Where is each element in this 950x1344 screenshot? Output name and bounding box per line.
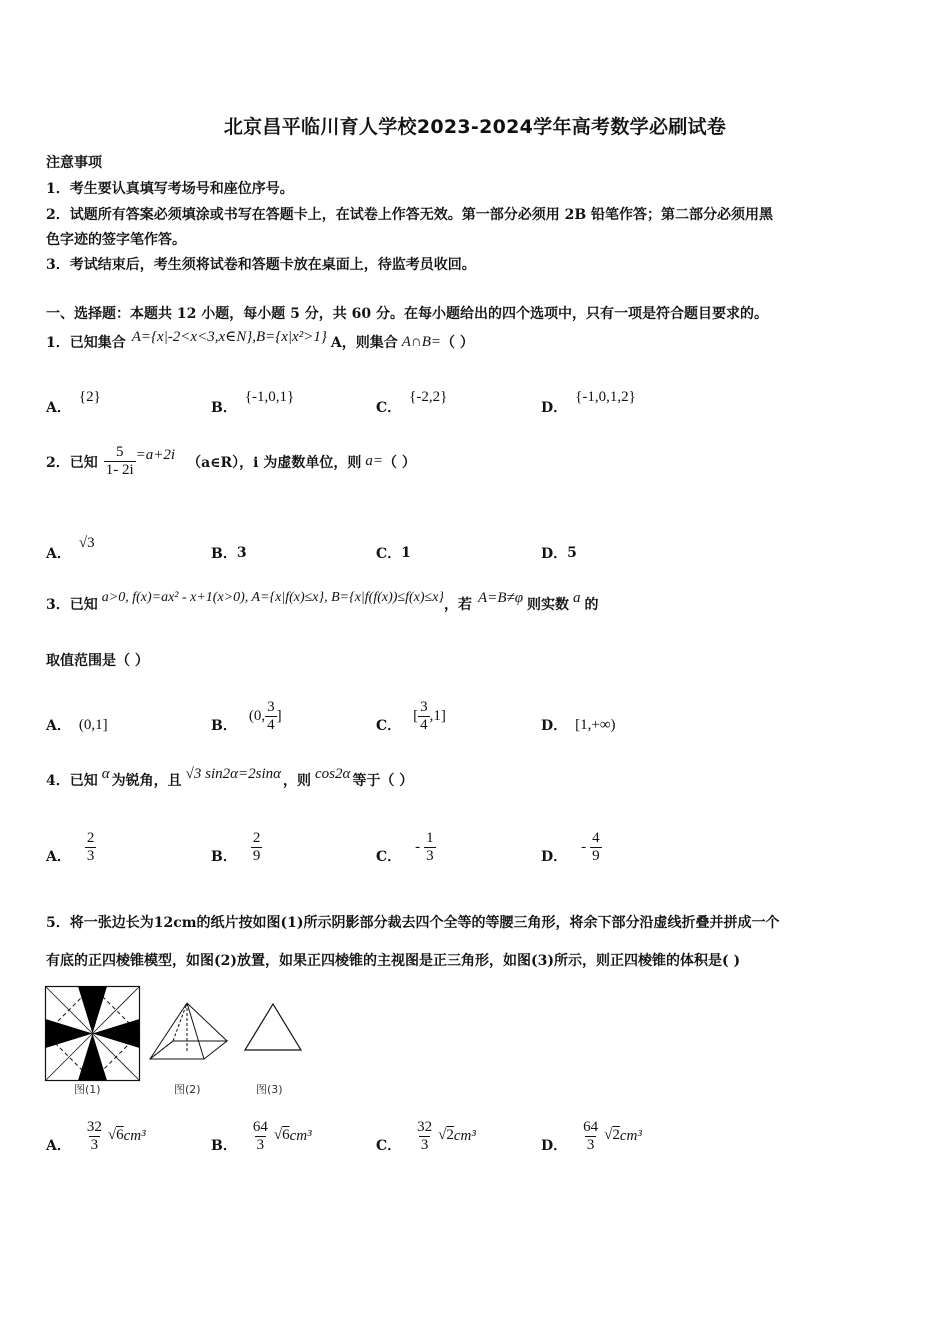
q5-option-c[interactable] xyxy=(376,1117,476,1155)
option-label: C． xyxy=(376,546,402,562)
option-fraction: $\frac{2}{9}$ xyxy=(252,829,261,864)
option-label: C． xyxy=(376,849,402,865)
option-label: B． xyxy=(211,400,237,416)
q1-option-a[interactable] xyxy=(46,385,101,417)
option-label: A． xyxy=(46,546,71,562)
q2-formula: a= xyxy=(365,453,383,469)
q5-line2: 有底的正四棱锥模型，如图(2)放置，如果正四棱锥的主视图是正三角形，如图(3)所示，则正四棱锥的体积是( ) xyxy=(46,953,741,969)
notice-item-2: 2．试题所有答案必须填涂或书写在答题卡上，在试卷上作答无效。第一部分必须用 2B 铅笔作答；第二部分必须用黑 xyxy=(46,207,774,223)
option-fraction: $\frac{64}{3}$ xyxy=(583,1118,599,1153)
option-label: B． xyxy=(211,1138,237,1154)
q3-var: a xyxy=(573,589,581,606)
option-value: {-1,0,1} xyxy=(244,388,295,405)
q2-text: i 为虚数单位，则 xyxy=(253,454,362,471)
q1-option-b[interactable] xyxy=(211,385,294,417)
notice-item-1: 1．考生要认真填写考场号和座位序号。 xyxy=(46,181,294,197)
option-label: B． xyxy=(211,849,237,865)
q2-option-d[interactable] xyxy=(541,531,577,563)
option-label: C． xyxy=(376,718,402,734)
q2-option-b[interactable] xyxy=(211,531,247,563)
q1-paren: （ ） xyxy=(440,335,474,351)
q3-mid: ，若 xyxy=(444,597,473,613)
option-unit: cm³ xyxy=(453,1127,476,1144)
option-value: 5 xyxy=(567,545,577,561)
option-label: B． xyxy=(211,718,237,734)
q1-option-c[interactable] xyxy=(376,385,447,417)
question-3 xyxy=(46,589,599,614)
fraction: $\frac{3}{4}$ xyxy=(420,698,428,733)
q4-option-b[interactable] xyxy=(211,828,262,866)
option-sign: - xyxy=(415,838,421,855)
q1-formula2: A∩B= xyxy=(401,333,441,350)
q3-option-b[interactable] xyxy=(211,697,282,735)
q5-option-a[interactable] xyxy=(46,1117,146,1155)
option-label: A． xyxy=(46,1138,71,1154)
question-1 xyxy=(46,328,474,352)
notice-item-2-cont: 色字迹的签字笔作答。 xyxy=(46,232,186,248)
question-2 xyxy=(46,444,416,479)
q5-option-d[interactable] xyxy=(541,1117,642,1155)
option-label: D． xyxy=(541,849,568,865)
q3-option-d[interactable] xyxy=(541,697,616,735)
q1-formula: A={x|-2<x<3,x∈N},B={x|x²>1} xyxy=(131,328,327,345)
option-radical: √6 xyxy=(107,1126,124,1143)
option-label: D． xyxy=(541,1138,568,1154)
page-title: 北京昌平临川育人学校2023-2024学年高考数学必刷试卷 xyxy=(223,116,727,138)
option-value: √3 xyxy=(78,534,95,551)
option-label: D． xyxy=(541,546,568,562)
option-value: 1 xyxy=(401,545,411,561)
option-value: (0,1] xyxy=(78,716,108,733)
q2-cond: （a∈R）， xyxy=(187,454,254,471)
option-fraction: $\frac{4}{9}$ xyxy=(592,829,600,864)
q4-mid2: ，则 xyxy=(283,773,311,789)
option-label: C． xyxy=(376,1138,402,1154)
section-heading: 一、选择题：本题共 12 小题，每小题 5 分，共 60 分。在每小题给出的四个选项中，只有一项是符合题目要求的。 xyxy=(46,306,768,322)
q4-prefix: 4．已知 xyxy=(46,773,98,789)
option-fraction: $\frac{1}{3}$ xyxy=(426,829,434,864)
figure-1-label: 图(1) xyxy=(74,1083,101,1096)
fraction-denominator: 1- 2i xyxy=(105,462,134,478)
q3-tail2: 的 xyxy=(584,597,599,613)
option-fraction: $\frac{32}{3}$ xyxy=(86,1118,102,1153)
option-radical: √2 xyxy=(438,1126,454,1143)
fraction: $\frac{3}{4}$ xyxy=(267,698,275,733)
question-4 xyxy=(46,765,414,790)
option-unit: cm³ xyxy=(619,1127,642,1144)
q4-mid: 为锐角，且 xyxy=(111,773,182,789)
q2-option-c[interactable] xyxy=(376,531,411,563)
q5-figures xyxy=(44,985,306,1100)
q1-suffix: A，则集合 xyxy=(330,335,398,351)
option-value: {-1,0,1,2} xyxy=(575,388,636,405)
q3-formula2: A=B≠φ xyxy=(478,589,524,606)
q2-prefix: 2．已知 xyxy=(46,454,98,471)
option-label: D． xyxy=(541,718,568,734)
q5-option-b[interactable] xyxy=(211,1117,312,1155)
option-label: C． xyxy=(376,400,402,416)
notice-heading: 注意事项 xyxy=(46,155,102,171)
q4-formula: √3 sin2α=2sinα xyxy=(185,765,281,782)
notice-item-3: 3．考试结束后，考生须将试卷和答题卡放在桌面上，待监考员收回。 xyxy=(46,257,476,273)
option-value: {-2,2} xyxy=(409,388,448,405)
option-fraction: $\frac{2}{3}$ xyxy=(86,829,95,864)
option-unit: cm³ xyxy=(289,1127,312,1144)
option-fraction: $\frac{64}{3}$ xyxy=(252,1118,268,1153)
q4-option-c[interactable] xyxy=(376,828,436,866)
option-label: A． xyxy=(46,400,71,416)
q3-option-a[interactable] xyxy=(46,697,108,735)
option-unit: cm³ xyxy=(123,1127,146,1144)
option-label: D． xyxy=(541,400,568,416)
option-label: A． xyxy=(46,718,71,734)
q3-prefix: 3．已知 xyxy=(46,597,98,613)
q4-formula2: cos2α xyxy=(315,765,351,782)
option-value: [1,+∞) xyxy=(575,716,616,733)
q3-formula: a>0, f(x)=ax² - x+1(x>0), A={x|f(x)≤x}, B={x|f(f(x))≤f(x)≤x} xyxy=(101,590,445,605)
q2-fraction xyxy=(104,444,136,479)
q4-option-a[interactable] xyxy=(46,828,96,866)
fraction-numerator: 5 xyxy=(115,444,124,460)
figure-2-label: 图(2) xyxy=(174,1083,201,1096)
q3-option-c[interactable] xyxy=(376,697,446,735)
option-label: A． xyxy=(46,849,71,865)
q3-tail: 则实数 xyxy=(527,597,570,613)
q1-prefix: 1．已知集合 xyxy=(46,335,126,351)
q2-option-a[interactable] xyxy=(46,531,95,563)
q5-line1: 5．将一张边长为12cm的纸片按如图(1)所示阴影部分裁去四个全等的等腰三角形，将余下部分沿虚线折叠并拼成一个 xyxy=(46,915,780,931)
option-value: [ $\frac{3}{4}$ ,1] xyxy=(413,698,446,733)
option-value: {2} xyxy=(78,388,101,405)
figure-2 xyxy=(150,1003,227,1059)
q3-line2: 取值范围是（ ） xyxy=(46,653,149,669)
figure-3 xyxy=(245,1004,301,1050)
figure-3-label: 图(3) xyxy=(256,1083,283,1096)
q4-option-d[interactable] xyxy=(541,828,602,866)
q2-paren: （ ） xyxy=(383,454,416,471)
figure-1 xyxy=(46,987,140,1081)
option-value: 3 xyxy=(236,545,247,561)
q1-option-d[interactable] xyxy=(541,385,636,417)
q2-rhs: =a+2i xyxy=(135,447,176,463)
option-radical: √2 xyxy=(604,1126,620,1143)
q4-var: α xyxy=(101,765,110,782)
option-fraction: $\frac{32}{3}$ xyxy=(417,1118,433,1153)
option-value: (0, $\frac{3}{4}$ ] xyxy=(248,698,282,733)
option-radical: √6 xyxy=(273,1126,290,1143)
option-label: B． xyxy=(211,546,237,562)
q4-tail: 等于（ ） xyxy=(352,773,414,789)
option-sign: - xyxy=(581,838,587,855)
